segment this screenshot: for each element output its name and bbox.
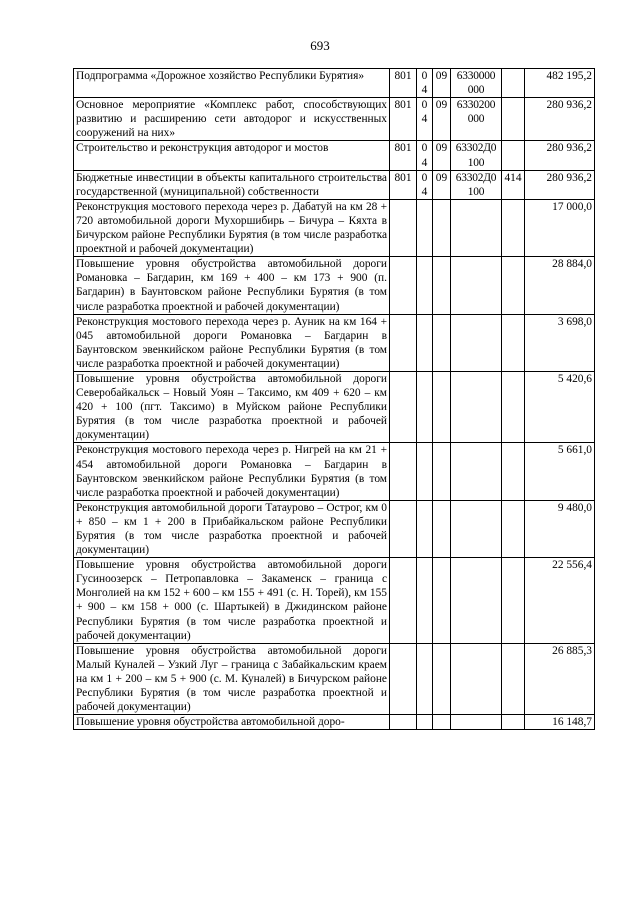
cell-amount: 280 936,2 — [525, 141, 595, 170]
table-row — [74, 98, 595, 141]
cell-amount: 17 000,0 — [525, 199, 595, 256]
cell-amount: 482 195,2 — [525, 69, 595, 98]
cell-target-article: 6330000 000 — [451, 69, 502, 98]
cell-amount: 5 420,6 — [525, 371, 595, 442]
budget-table — [73, 68, 595, 730]
cell-name: Подпрограмма «Дорожное хозяйство Республики Бурятия» — [74, 69, 390, 98]
cell-target-article: 63302Д0 100 — [451, 170, 502, 199]
cell-section-code — [417, 314, 433, 371]
cell-name: Реконструкция мостового перехода через р. Ауник на км 164 + 045 автомобильной дороги Романовка – Багдарин в Баунтовском эвенкийском районе Республики Бурятия (в том числе разработка проектной и рабочей документации) — [74, 314, 390, 371]
cell-section-code: 04 — [417, 69, 433, 98]
cell-subsection-code — [433, 443, 451, 500]
table-row — [74, 715, 595, 730]
cell-name: Бюджетные инвестиции в объекты капитального строительства государственной (муниципальной) собственности — [74, 170, 390, 199]
cell-ministry-code: 801 — [390, 170, 417, 199]
cell-target-article — [451, 199, 502, 256]
cell-ministry-code — [390, 558, 417, 644]
cell-section-code — [417, 558, 433, 644]
cell-name: Реконструкция автомобильной дороги Татаурово – Острог, км 0 + 850 – км 1 + 200 в Прибайкальском районе Республики Бурятия (в том числе разработка проектной и рабочей документации) — [74, 500, 390, 557]
cell-subsection-code — [433, 371, 451, 442]
table-row — [74, 314, 595, 371]
cell-ministry-code — [390, 314, 417, 371]
cell-amount: 5 661,0 — [525, 443, 595, 500]
table-row — [74, 69, 595, 98]
cell-name: Реконструкция мостового перехода через р. Дабатуй на км 28 + 720 автомобильной дороги Мухоршибирь – Бичура – Кяхта в Бичурском районе Республики Бурятия (в том числе разработка проектной и рабочей документации) — [74, 199, 390, 256]
cell-expense-type — [502, 443, 525, 500]
cell-name: Основное мероприятие «Комплекс работ, способствующих развитию и расширению сети автодорог и искусственных сооружений на них» — [74, 98, 390, 141]
cell-section-code — [417, 371, 433, 442]
cell-amount: 280 936,2 — [525, 170, 595, 199]
cell-section-code — [417, 643, 433, 714]
cell-name: Повышение уровня обустройства автомобильной доро- — [74, 715, 390, 730]
cell-name: Повышение уровня обустройства автомобильной дороги Малый Куналей – Узкий Луг – граница с Забайкальским краем на км 1 + 200 – км 5 + 900 (с. М. Куналей) в Бичурском районе Республики Бурятия (в том числе разработка проектной и рабочей документации) — [74, 643, 390, 714]
cell-ministry-code: 801 — [390, 69, 417, 98]
cell-section-code: 04 — [417, 170, 433, 199]
cell-target-article — [451, 715, 502, 730]
cell-subsection-code — [433, 199, 451, 256]
cell-amount: 22 556,4 — [525, 558, 595, 644]
cell-subsection-code — [433, 715, 451, 730]
cell-expense-type — [502, 199, 525, 256]
cell-subsection-code — [433, 257, 451, 314]
cell-ministry-code — [390, 371, 417, 442]
cell-expense-type — [502, 500, 525, 557]
cell-amount: 3 698,0 — [525, 314, 595, 371]
table-row — [74, 199, 595, 256]
cell-ministry-code: 801 — [390, 98, 417, 141]
cell-subsection-code: 09 — [433, 141, 451, 170]
table-row — [74, 257, 595, 314]
cell-target-article — [451, 314, 502, 371]
cell-amount: 16 148,7 — [525, 715, 595, 730]
table-row — [74, 643, 595, 714]
cell-section-code — [417, 257, 433, 314]
cell-expense-type — [502, 643, 525, 714]
cell-amount: 28 884,0 — [525, 257, 595, 314]
cell-expense-type — [502, 314, 525, 371]
cell-expense-type — [502, 715, 525, 730]
cell-ministry-code — [390, 443, 417, 500]
cell-amount: 9 480,0 — [525, 500, 595, 557]
budget-table-container — [73, 68, 594, 730]
cell-name: Строительство и реконструкция автодорог и мостов — [74, 141, 390, 170]
table-row — [74, 141, 595, 170]
cell-name: Повышение уровня обустройства автомобильной дороги Романовка – Багдарин, км 169 + 400 – км 173 + 900 (п. Багдарин) в Баунтовском районе Республики Бурятия (в том числе разработка проектной и рабочей документации) — [74, 257, 390, 314]
cell-name: Реконструкция мостового перехода через р. Нигрей на км 21 + 454 автомобильной дороги Романовка – Багдарин в Баунтовском эвенкийском районе Республики Бурятия (в том числе разработка проектной и рабочей документации) — [74, 443, 390, 500]
cell-expense-type — [502, 371, 525, 442]
table-row — [74, 500, 595, 557]
cell-expense-type — [502, 98, 525, 141]
cell-target-article: 63302Д0 100 — [451, 141, 502, 170]
cell-expense-type — [502, 141, 525, 170]
table-row — [74, 558, 595, 644]
cell-subsection-code — [433, 558, 451, 644]
cell-target-article — [451, 643, 502, 714]
cell-target-article — [451, 500, 502, 557]
cell-subsection-code: 09 — [433, 69, 451, 98]
cell-target-article: 6330200 000 — [451, 98, 502, 141]
cell-ministry-code — [390, 199, 417, 256]
cell-section-code — [417, 443, 433, 500]
cell-ministry-code: 801 — [390, 141, 417, 170]
cell-expense-type: 414 — [502, 170, 525, 199]
table-row — [74, 170, 595, 199]
cell-subsection-code: 09 — [433, 170, 451, 199]
cell-expense-type — [502, 558, 525, 644]
cell-subsection-code — [433, 314, 451, 371]
cell-name: Повышение уровня обустройства автомобильной дороги Северобайкальск – Новый Уоян – Таксимо, км 409 + 620 – км 420 + 100 (пгт. Таксимо) в Муйском районе Республики Бурятия (в том числе разработка проектной и рабочей документации) — [74, 371, 390, 442]
cell-target-article — [451, 443, 502, 500]
cell-target-article — [451, 371, 502, 442]
cell-ministry-code — [390, 643, 417, 714]
cell-ministry-code — [390, 500, 417, 557]
page-number: 693 — [310, 38, 330, 53]
cell-expense-type — [502, 257, 525, 314]
cell-expense-type — [502, 69, 525, 98]
cell-ministry-code — [390, 715, 417, 730]
cell-subsection-code — [433, 643, 451, 714]
cell-section-code: 04 — [417, 98, 433, 141]
cell-target-article — [451, 558, 502, 644]
table-row — [74, 443, 595, 500]
cell-section-code — [417, 715, 433, 730]
cell-section-code: 04 — [417, 141, 433, 170]
cell-name: Повышение уровня обустройства автомобильной дороги Гусиноозерск – Петропавловка – Закаменск – граница с Монголией на км 152 + 600 – км 155 + 491 (с. Н. Торей), км 155 + 900 – км 158 + 000 (с. Шартыкей) в Джидинском районе Республики Бурятия (в том числе разработка проектной и рабочей документации) — [74, 558, 390, 644]
cell-section-code — [417, 500, 433, 557]
cell-subsection-code: 09 — [433, 98, 451, 141]
cell-amount: 280 936,2 — [525, 98, 595, 141]
budget-table-body — [74, 69, 595, 730]
cell-ministry-code — [390, 257, 417, 314]
table-row — [74, 371, 595, 442]
cell-subsection-code — [433, 500, 451, 557]
cell-section-code — [417, 199, 433, 256]
cell-amount: 26 885,3 — [525, 643, 595, 714]
cell-target-article — [451, 257, 502, 314]
